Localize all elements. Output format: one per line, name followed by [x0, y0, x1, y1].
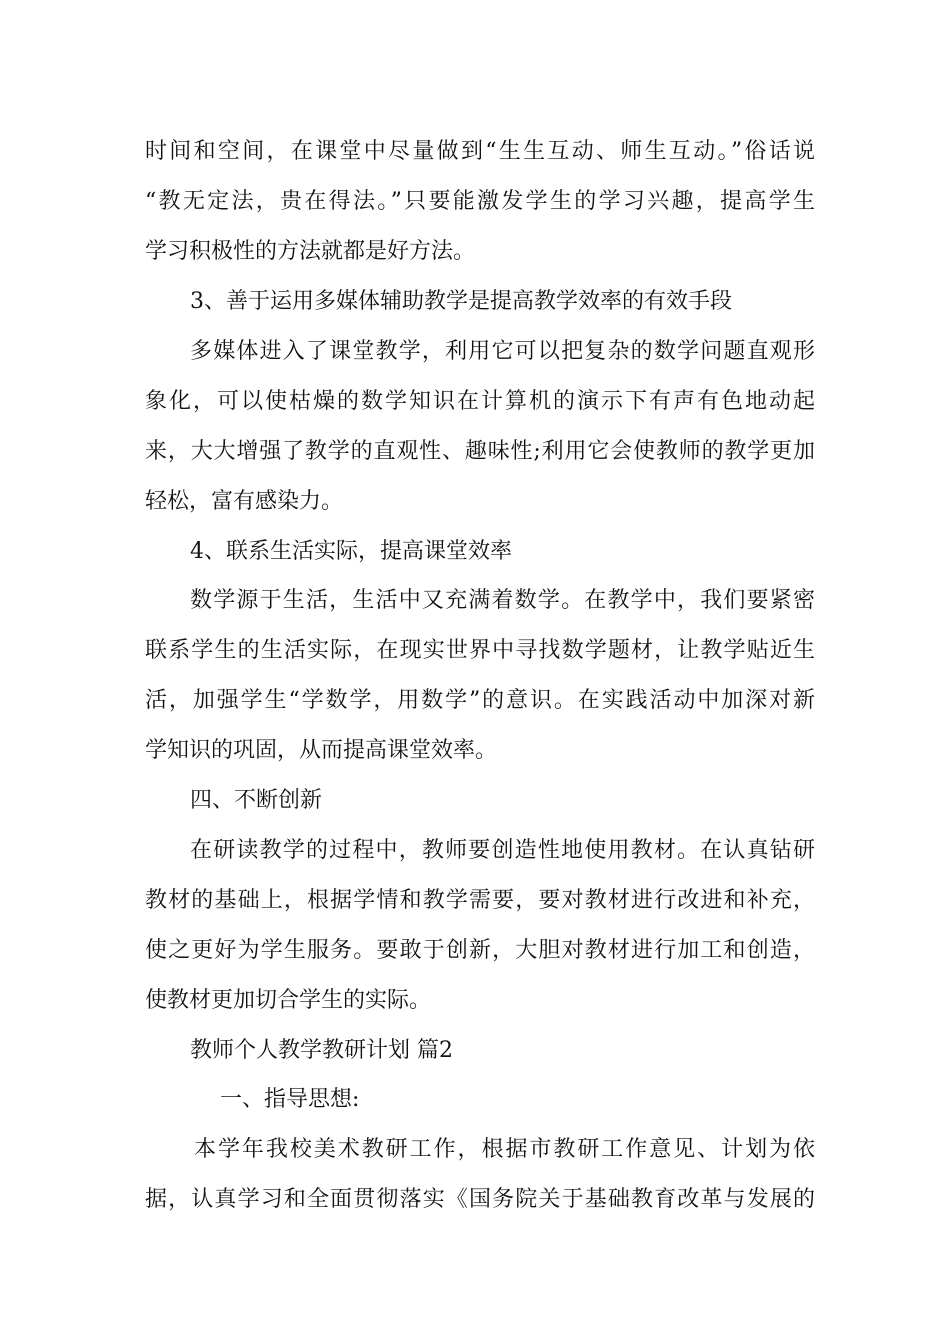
- text-line: 时间和空间，在课堂中尽量做到“生生互动、师生互动。”俗话说: [145, 139, 815, 164]
- document-title: 教师个人教学教研计划 篇2: [190, 1038, 453, 1063]
- text-line: 在研读教学的过程中，教师要创造性地使用教材。在认真钻研: [190, 838, 815, 863]
- text-line: 来，大大增强了教学的直观性、趣味性;利用它会使教师的教学更加: [145, 439, 815, 464]
- text-line: 学习积极性的方法就都是好方法。: [145, 239, 476, 264]
- section-heading: 四、不断创新: [190, 788, 323, 813]
- text-line: 数学源于生活，生活中又充满着数学。在教学中，我们要紧密: [190, 588, 815, 613]
- text-line: 联系学生的生活实际，在现实世界中寻找数学题材，让教学贴近生: [145, 638, 815, 663]
- text-line: 本学年我校美术教研工作，根据市教研工作意见、计划为依: [194, 1137, 815, 1162]
- text-line: 使之更好为学生服务。要敢于创新，大胆对教材进行加工和创造，: [145, 938, 815, 963]
- text-line: “教无定法，贵在得法。”只要能激发学生的学习兴趣，提高学生: [145, 189, 815, 214]
- text-line: 使教材更加切合学生的实际。: [145, 988, 432, 1013]
- text-line: 象化，可以使枯燥的数学知识在计算机的演示下有声有色地动起: [145, 389, 815, 414]
- section-heading: 4、联系生活实际，提高课堂效率: [190, 539, 512, 564]
- section-heading: 一、指导思想:: [220, 1087, 360, 1112]
- text-line: 轻松，富有感染力。: [145, 489, 344, 514]
- text-line: 多媒体进入了课堂教学，利用它可以把复杂的数学问题直观形: [190, 339, 815, 364]
- text-line: 学知识的巩固，从而提高课堂效率。: [145, 738, 498, 763]
- section-heading: 3、善于运用多媒体辅助教学是提高教学效率的有效手段: [190, 289, 732, 314]
- text-line: 活，加强学生“学数学，用数学”的意识。在实践活动中加深对新: [145, 688, 815, 713]
- text-line: 教材的基础上，根据学情和教学需要，要对教材进行改进和补充，: [145, 888, 815, 913]
- text-line: 据，认真学习和全面贯彻落实《国务院关于基础教育改革与发展的: [145, 1187, 815, 1212]
